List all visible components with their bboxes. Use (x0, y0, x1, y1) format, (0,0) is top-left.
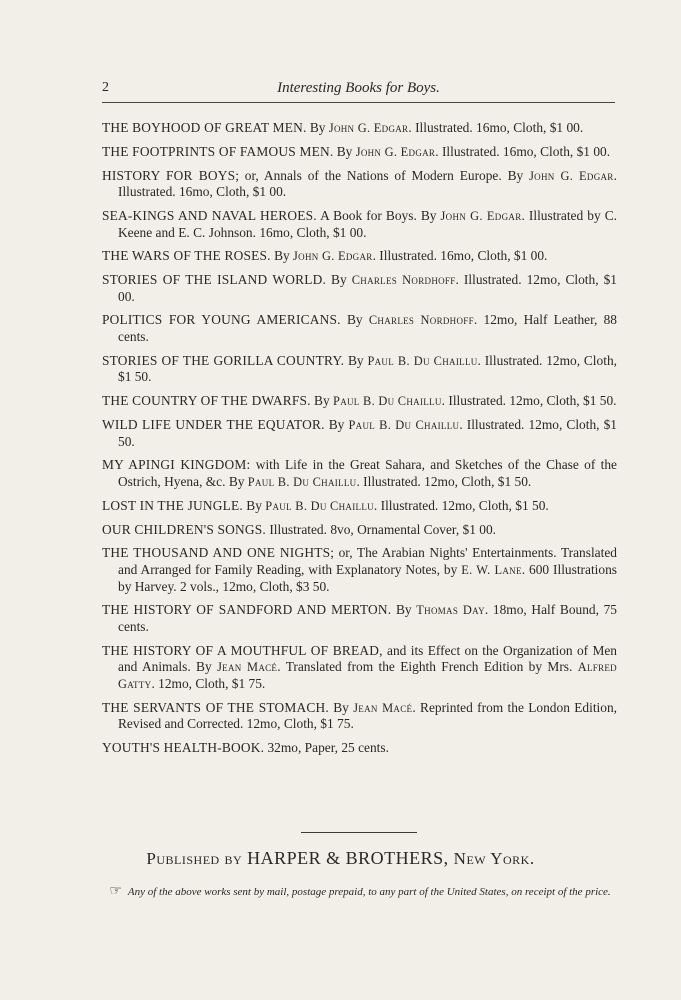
book-author: John G. Edgar (355, 144, 436, 159)
book-title: THE SERVANTS OF THE STOMACH. (102, 699, 329, 715)
book-title: THE WARS OF THE ROSES. (102, 248, 271, 264)
page-number: 2 (102, 80, 109, 95)
book-title: THE THOUSAND AND ONE NIGHTS (102, 545, 331, 561)
book-details: ; or, Annals of the Nations of Modern Europe. By (235, 167, 530, 183)
book-title: YOUTH'S HEALTH-BOOK. (102, 740, 265, 755)
book-entry (102, 740, 617, 757)
book-title: HISTORY FOR BOYS (102, 167, 236, 183)
book-details: . Illustrated. 12mo, Cloth, $1 00. (118, 272, 618, 304)
mail-order-text: Any of the above works sent by mail, postage prepaid, to any part of the United States, on receipt of the price. (127, 886, 611, 898)
book-author: Jean Macé (217, 660, 278, 675)
book-entry (102, 144, 617, 161)
book-details: 32mo, Paper, 25 cents. (264, 740, 389, 755)
book-entry (102, 643, 617, 693)
book-details: . 12mo, Half Leather, 88 cents. (118, 312, 618, 345)
book-title: WILD LIFE UNDER THE EQUATOR. (102, 417, 325, 432)
book-details: . 600 Illustrations by Harvey. 2 vols., 12mo, Cloth, $3 50. (118, 561, 618, 594)
book-details: By (344, 352, 368, 368)
book-details: . Illustrated. 16mo, Cloth, $1 00. (408, 120, 584, 135)
book-author: Paul B. Du Chaillu (247, 474, 357, 489)
book-author: John G. Edgar (529, 168, 614, 183)
running-title: Interesting Books for Boys. (277, 80, 440, 96)
book-entry (102, 353, 617, 386)
book-details: . Illustrated. 12mo, Cloth, $1 50. (356, 473, 532, 489)
book-author: Jean Macé (353, 700, 413, 715)
book-entry (102, 545, 617, 595)
book-list (102, 120, 617, 764)
book-title: THE BOYHOOD OF GREAT MEN. (102, 120, 307, 135)
book-author: John G. Edgar (328, 121, 409, 135)
book-author: Paul B. Du Chaillu (265, 498, 374, 513)
book-entry (102, 457, 617, 490)
book-entry (102, 417, 617, 450)
book-entry (102, 208, 617, 241)
book-title: THE HISTORY OF SANDFORD AND MERTON. (102, 602, 392, 618)
book-entry (102, 393, 617, 410)
book-details: Illustrated. 8vo, Ornamental Cover, $1 00. (265, 521, 497, 537)
book-entry (102, 312, 617, 345)
book-entry (102, 602, 617, 635)
book-details: . Illustrated. 12mo, Cloth, $1 50. (118, 352, 617, 385)
book-title: OUR CHILDREN'S SONGS. (102, 521, 266, 537)
book-details: . Illustrated. 12mo, Cloth, $1 50. (373, 497, 549, 513)
book-details: . Illustrated. 12mo, Cloth, $1 50. (441, 393, 617, 409)
book-entry (102, 248, 617, 265)
book-details: . Reprinted from the London Edition, Revised and Corrected. 12mo, Cloth, $1 75. (118, 699, 617, 732)
book-details: By (270, 248, 294, 264)
book-author: Paul B. Du Chaillu (367, 353, 478, 368)
book-details: By (326, 272, 352, 288)
publisher-name: HARPER & BROTHERS, (247, 848, 449, 868)
book-details: with Life in the Great Sahara, and Sketches of the Chase of the Ostrich, Hyena, &c. By (118, 457, 618, 489)
book-title: SEA-KINGS AND NAVAL HEROES. (102, 207, 317, 223)
book-details: and its Effect on the Organization of Men and Animals. By (118, 642, 618, 675)
book-details: A Book for Boys. By (316, 207, 441, 223)
book-details: By (328, 699, 354, 715)
book-author: Charles Nordhoff (368, 313, 474, 328)
publisher-line (80, 848, 601, 869)
book-title: THE FOOTPRINTS OF FAMOUS MEN. (102, 143, 334, 159)
book-entry (102, 168, 617, 201)
book-entry (102, 272, 617, 305)
book-author: John G. Edgar (440, 208, 522, 223)
book-details: By (242, 497, 266, 513)
book-author: Paul B. Du Chaillu (348, 418, 460, 432)
book-title: STORIES OF THE GORILLA COUNTRY. (102, 352, 345, 368)
book-details: By (333, 143, 356, 159)
book-entry (102, 120, 617, 137)
book-details: . Illustrated. 16mo, Cloth, $1 00. (435, 143, 611, 159)
book-details: ; or, The Arabian Nights' Entertainments. Translated and Arranged for Family Reading, with Explanatory Notes, by (118, 545, 617, 577)
book-details: . 18mo, Half Bound, 75 cents. (118, 602, 618, 634)
book-entry (102, 522, 617, 539)
pointing-hand-icon: ☞ (109, 884, 122, 899)
book-details: By (324, 417, 349, 432)
book-details: . Translated from the Eighth French Edition by Mrs. (277, 659, 578, 675)
book-title: STORIES OF THE ISLAND WORLD. (102, 272, 327, 288)
book-author: Charles Nordhoff (351, 273, 456, 288)
book-details: . Illustrated. 12mo, Cloth, $1 50. (118, 417, 617, 449)
book-entry (102, 498, 617, 515)
book-details: . Illustrated. 16mo, Cloth, $1 00. (372, 248, 548, 264)
book-author: Alfred Gatty (118, 660, 617, 691)
mail-order-note (104, 884, 616, 900)
book-title: THE HISTORY OF A MOUTHFUL OF BREAD, (102, 642, 383, 658)
book-author: Thomas Day (416, 603, 485, 618)
book-author: John G. Edgar (293, 249, 373, 264)
book-details: . 12mo, Cloth, $1 75. (151, 675, 266, 691)
book-details: By (340, 312, 369, 328)
book-details: . Illustrated by C. Keene and E. C. Johnson. 16mo, Cloth, $1 00. (118, 207, 617, 240)
book-entry (102, 700, 617, 733)
book-title: LOST IN THE JUNGLE. (102, 497, 243, 513)
publisher-city: New York. (453, 849, 535, 868)
book-details: By (306, 120, 329, 135)
section-divider (301, 832, 417, 833)
page-header (102, 78, 615, 103)
book-title: MY APINGI KINGDOM: (102, 457, 251, 473)
book-author: Paul B. Du Chaillu (333, 394, 442, 409)
book-details: . Illustrated. 16mo, Cloth, $1 00. (118, 167, 617, 200)
book-author: E. W. Lane (461, 562, 522, 577)
book-title: POLITICS FOR YOUNG AMERICANS. (102, 312, 341, 328)
book-details: By (391, 602, 417, 618)
book-title: THE COUNTRY OF THE DWARFS. (102, 393, 311, 409)
publisher-lead: Published by (146, 849, 243, 868)
book-details: By (310, 393, 334, 409)
